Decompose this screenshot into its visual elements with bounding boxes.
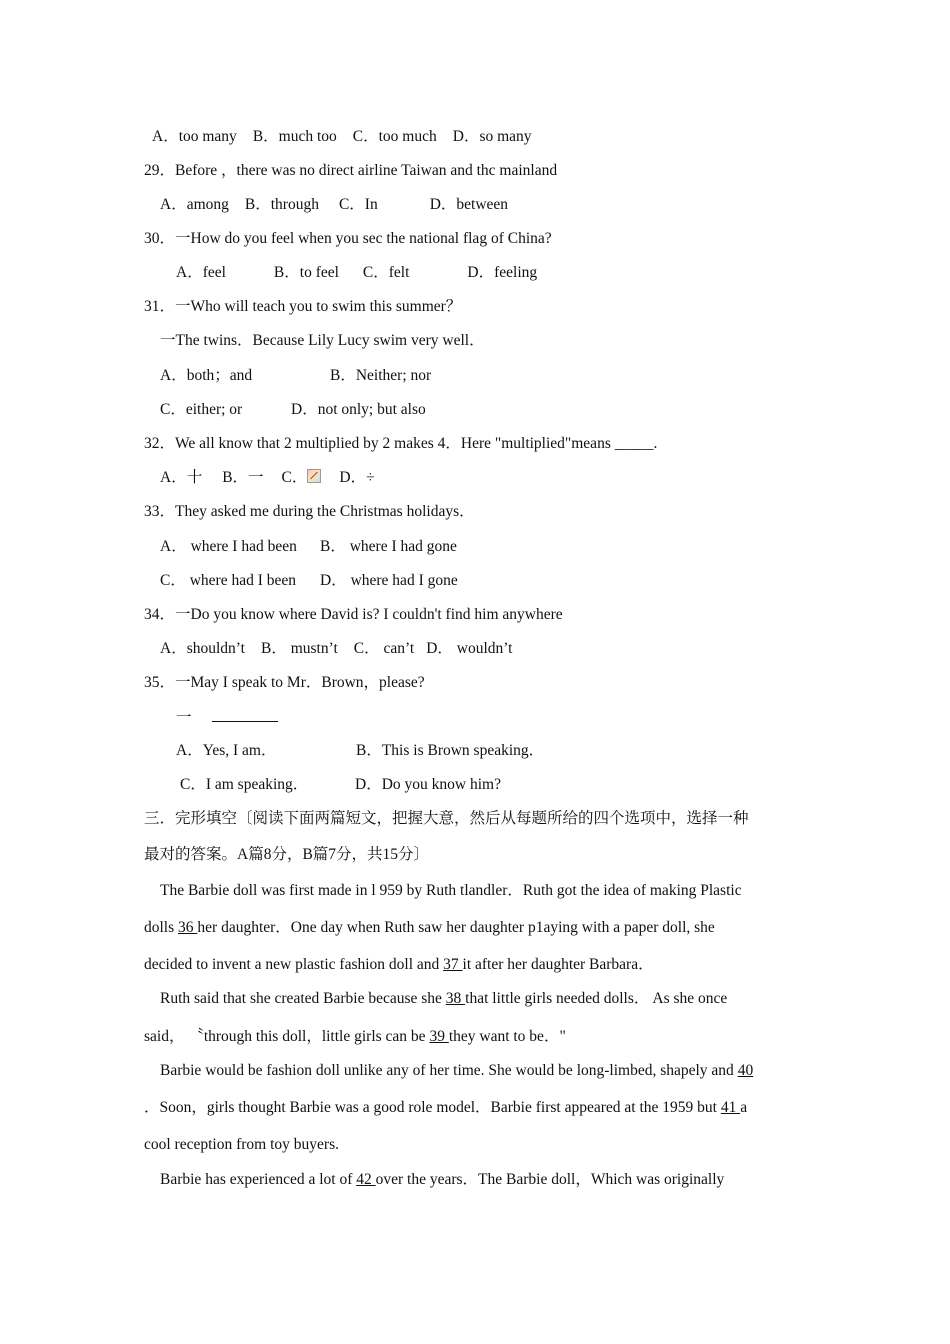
- q30-option-c: C．felt: [362, 264, 410, 281]
- q29-option-a: A．among: [160, 196, 229, 213]
- passage-p2-line1: [160, 989, 727, 1009]
- blank-41: 41: [720, 1099, 741, 1116]
- q32-option-d: D．÷: [339, 469, 375, 486]
- blank-36: 36: [178, 919, 198, 936]
- passage-text: that little girls needed dolls． As she once: [465, 990, 728, 1007]
- q34-options: [160, 639, 512, 659]
- q34-option-d: D． wouldn’t: [426, 640, 513, 657]
- passage-text: Barbie would be fashion doll unlike any of her time. She would be long-limbed, shapely and: [160, 1062, 738, 1079]
- passage-text: said， 〝through this doll，little girls can be: [144, 1028, 426, 1045]
- q33-option-c: C． where had I been: [160, 572, 297, 589]
- q34-stem: 34．一Do you know where David is? I couldn't find him anywhere: [144, 606, 563, 623]
- q32-option-b: B．一: [222, 469, 264, 486]
- passage-text: over the years．The Barbie doll，Which was originally: [375, 1171, 725, 1188]
- q29-option-b: B．through: [244, 196, 319, 213]
- q30-option-a: A．feel: [176, 264, 226, 281]
- blank-37: 37: [443, 956, 463, 973]
- q32-stem: 32．We all know that 2 multiplied by 2 makes 4．Here "multiplied"means _____.: [144, 435, 658, 452]
- q29-option-c: C．In: [338, 196, 378, 213]
- q32-options: [160, 468, 375, 488]
- q34-option-c: C． can’t: [353, 640, 415, 657]
- blank-42: 42: [356, 1171, 376, 1188]
- q31-option-d: D．not only; but also: [291, 401, 426, 418]
- q34-option-a: A．shouldn’t: [160, 640, 245, 657]
- q34-option-b: B． mustn’t: [260, 640, 338, 657]
- q33-option-a: A． where I had been: [160, 538, 297, 555]
- blank-38: 38: [445, 990, 466, 1007]
- section3-heading-line1: 三．完形填空〔阅读下面两篇短文，把握大意，然后从每题所给的四个选项中，选择一种: [144, 810, 749, 827]
- q35-reply-dash: 一: [176, 709, 192, 726]
- q29-option-d: D．between: [429, 196, 509, 213]
- q32-option-a: A．十: [160, 469, 203, 486]
- blank-40: 40: [737, 1062, 754, 1079]
- q35-stem: 35．一May I speak to Mr．Brown，please?: [144, 674, 425, 691]
- passage-text: it after her daughter Barbara．: [462, 956, 654, 973]
- q32-option-c: [282, 468, 322, 488]
- section3-heading-line2: 最对的答案。A篇8分，B篇7分，共15分〕: [144, 846, 430, 863]
- q31-reply: 一The twins．Because Lily Lucy swim very well．: [160, 332, 485, 349]
- q35-option-b: B．This is Brown speaking．: [356, 742, 545, 759]
- q30-options: [176, 263, 537, 283]
- q30-option-d: D．feeling: [467, 264, 538, 281]
- q29-options: [160, 195, 508, 215]
- q33-option-b: B． where I had gone: [320, 538, 457, 555]
- multiply-icon: [307, 469, 321, 483]
- q33-option-d: D． where had I gone: [320, 572, 458, 589]
- passage-p3-line3: cool reception from toy buyers.: [144, 1136, 339, 1153]
- q31-option-a: A．both；and: [160, 367, 253, 384]
- q28-options: [152, 127, 532, 147]
- q35-option-c: C．I am speaking．: [180, 776, 309, 793]
- passage-text: Ruth said that she created Barbie because she: [160, 990, 442, 1007]
- q33-stem: 33．They asked me during the Christmas holidays．: [144, 503, 475, 520]
- passage-p4-line1: [160, 1170, 724, 1190]
- passage-text: decided to invent a new plastic fashion doll and: [144, 956, 440, 973]
- q28-option-d: D．so many: [452, 128, 532, 145]
- q35-reply: [176, 707, 278, 728]
- q29-stem: 29．Before ，there was no direct airline Taiwan and thc mainland: [144, 162, 558, 179]
- passage-p1-line3: [144, 955, 654, 975]
- q32-option-c-label: C．: [281, 469, 308, 486]
- q35-answer-blank: [212, 707, 278, 722]
- passage-p2-line2: [144, 1027, 566, 1047]
- passage-text: a: [740, 1099, 748, 1116]
- passage-text: Barbie has experienced a lot of: [160, 1171, 353, 1188]
- q28-option-a: A．too many: [152, 128, 237, 145]
- q28-option-c: C．too much: [352, 128, 437, 145]
- passage-text: ．Soon，girls thought Barbie was a good role model．Barbie first appeared at the 1959 but: [144, 1099, 717, 1116]
- passage-text: they want to be．": [448, 1028, 566, 1045]
- passage-p3-line1: [160, 1061, 753, 1081]
- passage-text: dolls: [144, 919, 175, 936]
- blank-39: 39: [429, 1028, 449, 1045]
- passage-p1-line1: The Barbie doll was first made in l 959 by Ruth tlandler．Ruth got the idea of making Plastic: [160, 882, 742, 899]
- q31-option-b: B．Neither; nor: [330, 367, 432, 384]
- passage-p3-line2: [144, 1098, 747, 1118]
- passage-p1-line2: [144, 918, 715, 938]
- q30-stem: 30．一How do you feel when you sec the national flag of China?: [144, 230, 552, 247]
- q35-option-d: D．Do you know him?: [355, 776, 501, 793]
- q28-option-b: B．much too: [252, 128, 337, 145]
- passage-text: her daughter．One day when Ruth saw her daughter p1aying with a paper doll, she: [197, 919, 715, 936]
- q31-stem: 31．一Who will teach you to swim this summer？: [144, 298, 462, 315]
- q31-option-c: C．either; or: [160, 401, 243, 418]
- q35-option-a: A．Yes, I am．: [176, 742, 277, 759]
- q30-option-b: B．to feel: [273, 264, 339, 281]
